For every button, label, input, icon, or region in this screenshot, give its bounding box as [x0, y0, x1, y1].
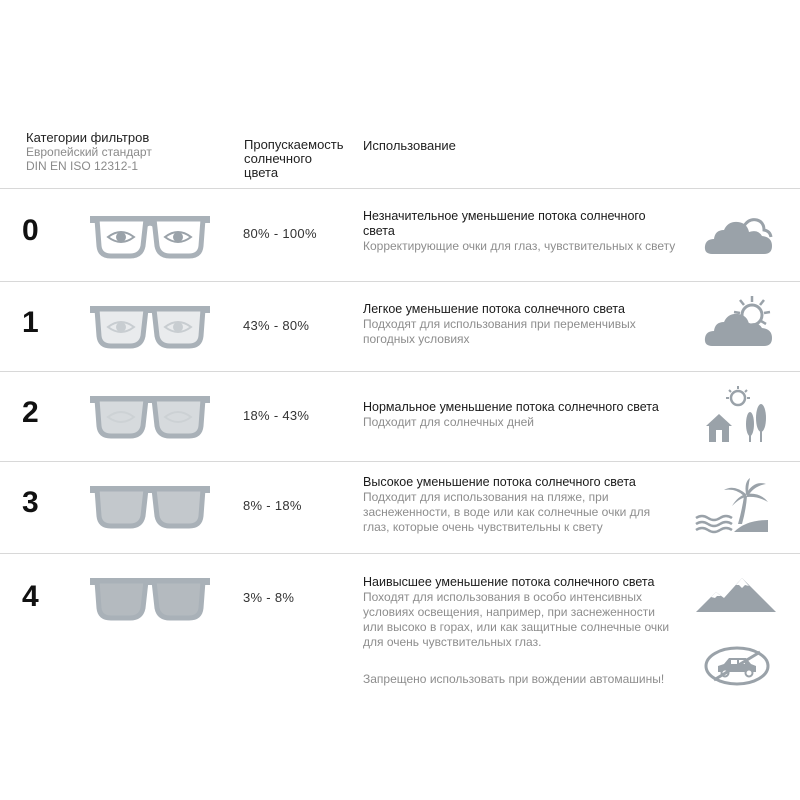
glasses-icon: [88, 206, 212, 266]
glasses-icon: [88, 296, 212, 356]
usage-text: погодных условиях: [363, 332, 470, 346]
header-col1-sub2: DIN EN ISO 12312-1: [26, 159, 139, 173]
glasses-icon: [88, 476, 212, 536]
usage-description: [363, 400, 698, 430]
no-driving-icon: [704, 646, 770, 686]
header-col2-line2: солнечного: [244, 151, 313, 166]
table-row: [0, 372, 800, 460]
category-number: 3: [22, 486, 39, 519]
glasses-icon: [88, 386, 212, 446]
usage-text: условиях освещения, например, при заснеженности: [363, 605, 655, 619]
header-transmission: [244, 138, 364, 180]
header-col1-sub1: Европейский стандарт: [26, 145, 152, 159]
usage-title-line1: Незначительное уменьшение потока солнечного: [363, 209, 646, 223]
house-sun-tree-icon: [704, 386, 770, 444]
usage-title-line1: Нормальное уменьшение потока солнечного света: [363, 400, 659, 414]
cloud-icon: [704, 210, 774, 258]
header-usage: [363, 138, 563, 153]
usage-text: заснеженности, в воде или как солнечные очки для: [363, 505, 651, 519]
transmission-value: 18% - 43%: [243, 408, 310, 423]
driving-warning: Запрещено использовать при вождении автомашины!: [363, 672, 665, 686]
category-number: 4: [22, 580, 39, 613]
usage-text: для очень чувствительных глаз.: [363, 635, 542, 649]
transmission-value: 43% - 80%: [243, 318, 310, 333]
glasses-icon: [88, 568, 212, 628]
usage-description: [363, 302, 698, 347]
sun-behind-cloud-icon: [704, 294, 776, 350]
usage-text: Подходит для солнечных дней: [363, 415, 534, 429]
header-col3-title: Использование: [363, 138, 456, 153]
header-col2-line1: Пропускаемость: [244, 137, 344, 152]
table-row: [0, 462, 800, 552]
category-number: 0: [22, 214, 39, 247]
usage-text: Подходят для использования при переменчивых: [363, 317, 636, 331]
header-col2-line3: цвета: [244, 165, 279, 180]
usage-title-line1: Наивысшее уменьшение потока солнечного света: [363, 575, 655, 589]
transmission-value: 8% - 18%: [243, 498, 302, 513]
eye-icon: [108, 322, 191, 332]
mountain-icon: [696, 576, 776, 614]
category-number: 2: [22, 396, 39, 429]
table-row: [0, 190, 800, 280]
usage-description: [363, 475, 698, 535]
transmission-value: 3% - 8%: [243, 590, 295, 605]
usage-text: глаз, которые очень чувствительны к свету: [363, 520, 603, 534]
palm-beach-icon: [694, 476, 774, 534]
usage-text: Подходит для использования на пляже, при: [363, 490, 609, 504]
category-number: 1: [22, 306, 39, 339]
usage-title-line1: Легкое уменьшение потока солнечного света: [363, 302, 625, 316]
eye-icon: [108, 232, 191, 242]
usage-text: или высоко в горах, или как защитные солнечные очки: [363, 620, 670, 634]
table-row: [0, 554, 800, 714]
table-row: [0, 282, 800, 370]
usage-text: Походят для использования в особо интенсивных: [363, 590, 642, 604]
header-col1-title: Категории фильтров: [26, 130, 150, 145]
usage-description: [363, 209, 698, 254]
usage-title-line2: света: [363, 224, 395, 238]
usage-description: [363, 575, 698, 687]
header-filter-category: [26, 130, 226, 173]
table-header: [0, 130, 800, 190]
transmission-value: 80% - 100%: [243, 226, 317, 241]
usage-text: Корректирующие очки для глаз, чувствительных к свету: [363, 239, 676, 253]
usage-title-line1: Высокое уменьшение потока солнечного света: [363, 475, 636, 489]
separator: [0, 188, 800, 189]
